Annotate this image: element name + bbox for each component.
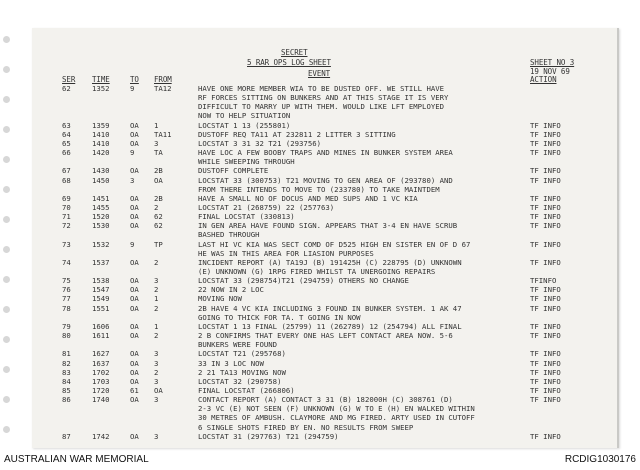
cell-event: 6 SINGLE SHOTS FIRED BY EN. NO RESULTS FROM SWEEP: [198, 422, 414, 432]
log-row: [32, 360, 617, 368]
cell-action: TF INFO: [530, 367, 561, 377]
cell-ser: 72: [62, 221, 71, 231]
cell-time: 1450: [92, 175, 110, 185]
punch-hole: [3, 36, 10, 43]
punch-hole: [3, 186, 10, 193]
cell-event: INCIDENT REPORT (A) TA19J (B) 191425H (C) 228795 (D) UNKNOWN: [198, 257, 462, 267]
cell-action: TF INFO: [530, 294, 561, 304]
cell-from: 2: [154, 285, 159, 295]
cell-to: 61: [130, 385, 139, 395]
punch-hole: [3, 66, 10, 73]
cell-ser: 76: [62, 285, 71, 295]
cell-event: 22 NOW IN 2 LOC: [198, 285, 264, 295]
cell-ser: 82: [62, 358, 71, 368]
cell-action: TF INFO: [530, 431, 561, 441]
cell-to: OA: [130, 120, 139, 130]
cell-event: GOING TO THICK FOR TA. T GOING IN NOW: [198, 312, 361, 322]
cell-to: OA: [130, 349, 139, 359]
log-row: [32, 112, 617, 120]
cell-action: TFINFO: [530, 276, 557, 286]
cell-action: TF INFO: [530, 395, 561, 405]
cell-time: 1549: [92, 294, 110, 304]
log-row: [32, 250, 617, 258]
cell-from: 2B: [154, 166, 163, 176]
cell-time: 1455: [92, 202, 110, 212]
cell-time: 1547: [92, 285, 110, 295]
cell-event: 2B HAVE 4 VC KIA INCLUDING 3 FOUND IN BUNKER SYSTEM. 1 AK 47: [198, 303, 462, 313]
cell-ser: 83: [62, 367, 71, 377]
log-row: [32, 204, 617, 212]
log-row: [32, 268, 617, 276]
cell-to: OA: [130, 202, 139, 212]
cell-event: LOCSTAT 33 (300753) T21 MOVING TO GEN AREA OF (293780) AND: [198, 175, 453, 185]
cell-to: OA: [130, 285, 139, 295]
punch-hole: [3, 96, 10, 103]
cell-to: OA: [130, 138, 139, 148]
log-row: [32, 314, 617, 322]
cell-from: 1: [154, 294, 159, 304]
cell-to: 9: [130, 148, 135, 158]
archive-reference: RCDIG1030176: [564, 454, 636, 465]
punch-hole: [3, 396, 10, 403]
cell-to: OA: [130, 431, 139, 441]
cell-ser: 68: [62, 175, 71, 185]
cell-event: LOCSTAT 32 (290758): [198, 376, 282, 386]
cell-time: 1359: [92, 120, 110, 130]
col-event: EVENT: [308, 69, 331, 78]
log-sheet: [32, 28, 619, 448]
punch-hole: [3, 366, 10, 373]
col-ser: SER: [62, 75, 76, 84]
punch-hole: [3, 126, 10, 133]
sheet-title: 5 RAR OPS LOG SHEET: [247, 58, 331, 67]
punch-hole: [3, 216, 10, 223]
cell-event: 30 METRES OF AMBUSH. CLAYMORE AND MG FIRED. ARTY USED IN CUTOFF: [198, 413, 475, 423]
cell-action: TF INFO: [530, 138, 561, 148]
log-row: [32, 94, 617, 102]
cell-action: TF INFO: [530, 331, 561, 341]
cell-ser: 86: [62, 395, 71, 405]
cell-action: TF INFO: [530, 349, 561, 359]
cell-event: HE WAS IN THIS AREA FOR LIASION PURPOSES: [198, 248, 374, 258]
cell-to: OA: [130, 395, 139, 405]
cell-event: LOCSTAT 1 13 FINAL (25799) 11 (262789) 12 (254794) ALL FINAL: [198, 321, 462, 331]
cell-time: 1520: [92, 212, 110, 222]
cell-from: 3: [154, 349, 159, 359]
cell-from: 2: [154, 367, 159, 377]
cell-to: 9: [130, 239, 135, 249]
cell-ser: 84: [62, 376, 71, 386]
log-row: [32, 103, 617, 111]
cell-time: 1742: [92, 431, 110, 441]
cell-event: MOVING NOW: [198, 294, 242, 304]
cell-time: 1410: [92, 129, 110, 139]
cell-time: 1611: [92, 331, 110, 341]
archive-footer: [0, 452, 640, 470]
cell-event: WHILE SWEEPING THROUGH: [198, 157, 295, 167]
log-row: [32, 213, 617, 221]
cell-event: LAST HI VC KIA WAS SECT COMD OF D525 HIGH EN SISTER EN OF D 67: [198, 239, 471, 249]
cell-from: 3: [154, 376, 159, 386]
log-row: [32, 341, 617, 349]
cell-action: TF INFO: [530, 376, 561, 386]
cell-from: 1: [154, 321, 159, 331]
cell-ser: 75: [62, 276, 71, 286]
cell-ser: 62: [62, 84, 71, 93]
log-row: [32, 186, 617, 194]
cell-event: FINAL LOCSTAT (330813): [198, 212, 295, 222]
cell-to: OA: [130, 321, 139, 331]
cell-ser: 79: [62, 321, 71, 331]
cell-time: 1538: [92, 276, 110, 286]
cell-time: 1637: [92, 358, 110, 368]
cell-ser: 77: [62, 294, 71, 304]
log-row: [32, 378, 617, 386]
cell-ser: 73: [62, 239, 71, 249]
cell-event: IN GEN AREA HAVE FOUND SIGN. APPEARS THAT 3-4 EN HAVE SCRUB: [198, 221, 458, 231]
col-time: TIME: [92, 75, 110, 84]
log-row: [32, 177, 617, 185]
log-row: [32, 387, 617, 395]
cell-to: OA: [130, 221, 139, 231]
cell-from: OA: [154, 175, 163, 185]
log-row: [32, 149, 617, 157]
log-row: [32, 122, 617, 130]
cell-action: TF INFO: [530, 193, 561, 203]
cell-from: TA11: [154, 129, 172, 139]
cell-event: 2 21 TA13 MOVING NOW: [198, 367, 286, 377]
cell-to: OA: [130, 166, 139, 176]
cell-to: OA: [130, 376, 139, 386]
cell-event: (E) UNKNOWN (G) 1RPG FIRED WHILST TA UNERGOING REPAIRS: [198, 267, 436, 276]
cell-event: 2-3 VC (E) NOT SEEN (F) UNKNOWN (G) W TO E (H) EN WALKED WITHIN: [198, 404, 475, 414]
cell-to: 9: [130, 84, 135, 93]
cell-ser: 74: [62, 257, 71, 267]
cell-event: 33 IN 3 LOC NOW: [198, 358, 264, 368]
cell-action: TF INFO: [530, 321, 561, 331]
cell-ser: 71: [62, 212, 71, 222]
cell-event: CONTACT REPORT (A) CONTACT 3 31 (B) 182000H (C) 308761 (D): [198, 395, 453, 405]
cell-from: TP: [154, 239, 163, 249]
log-row: [32, 323, 617, 331]
log-row: [32, 286, 617, 294]
cell-event: RF FORCES SITTING ON BUNKERS AND AT THIS STAGE IT IS VERY: [198, 93, 449, 103]
cell-event: DUSTOFF REQ TA11 AT 232811 2 LITTER 3 SITTING: [198, 129, 396, 139]
punch-holes: [0, 0, 14, 470]
log-row: [32, 277, 617, 285]
cell-from: TA: [154, 148, 163, 158]
log-row: [32, 167, 617, 175]
log-entries: [32, 28, 617, 448]
cell-ser: 63: [62, 120, 71, 130]
cell-ser: 65: [62, 138, 71, 148]
cell-event: LOCSTAT 3 31 32 T21 (293756): [198, 138, 322, 148]
sheet-date: 19 NOV 69: [530, 67, 570, 76]
cell-to: OA: [130, 303, 139, 313]
cell-time: 1430: [92, 166, 110, 176]
cell-ser: 78: [62, 303, 71, 313]
cell-action: TF INFO: [530, 212, 561, 222]
log-row: [32, 241, 617, 249]
cell-from: 2: [154, 303, 159, 313]
log-row: [32, 131, 617, 139]
cell-ser: 70: [62, 202, 71, 212]
cell-to: OA: [130, 294, 139, 304]
cell-ser: 64: [62, 129, 71, 139]
cell-to: 3: [130, 175, 135, 185]
punch-hole: [3, 276, 10, 283]
cell-event: LOCSTAT 33 (298754)T21 (294759) OTHERS NO CHANGE: [198, 276, 409, 286]
cell-event: LOCSTAT T21 (295768): [198, 349, 286, 359]
log-row: [32, 195, 617, 203]
cell-time: 1740: [92, 395, 110, 405]
log-row: [32, 222, 617, 230]
cell-action: TF INFO: [530, 166, 561, 176]
cell-event: FINAL LOCSTAT (266806): [198, 385, 295, 395]
cell-action: TF INFO: [530, 148, 561, 158]
archive-name: AUSTRALIAN WAR MEMORIAL: [4, 454, 149, 465]
cell-action: TF INFO: [530, 221, 561, 231]
cell-from: 2: [154, 202, 159, 212]
col-from: FROM: [154, 75, 172, 84]
cell-from: 3: [154, 395, 159, 405]
cell-time: 1420: [92, 148, 110, 158]
col-to: TO: [130, 75, 139, 84]
cell-event: NOW TO HELP SITUATION: [198, 111, 291, 121]
log-row: [32, 332, 617, 340]
cell-event: LOCSTAT 31 (297763) T21 (294759): [198, 431, 339, 441]
punch-hole: [3, 336, 10, 343]
cell-action: TF INFO: [530, 303, 561, 313]
cell-to: OA: [130, 331, 139, 341]
cell-event: BUNKERS WERE FOUND: [198, 340, 278, 350]
cell-event: DIFFICULT TO MARRY UP WITH THEM. WOULD LIKE LFT EMPLOYED: [198, 102, 445, 112]
cell-event: DUSTOFF COMPLETE: [198, 166, 269, 176]
cell-action: TF INFO: [530, 385, 561, 395]
cell-action: TF INFO: [530, 257, 561, 267]
cell-action: TF INFO: [530, 120, 561, 130]
cell-from: OA: [154, 385, 163, 395]
cell-to: OA: [130, 129, 139, 139]
log-row: [32, 259, 617, 267]
cell-action: TF INFO: [530, 285, 561, 295]
cell-event: FROM THERE INTENDS TO MOVE TO (233780) TO TAKE MAINTDEM: [198, 184, 440, 194]
cell-time: 1532: [92, 239, 110, 249]
cell-from: TA12: [154, 84, 172, 93]
cell-to: OA: [130, 212, 139, 222]
cell-event: HAVE A SMALL NO OF DOCUS AND MED SUPS AND 1 VC KIA: [198, 193, 418, 203]
cell-time: 1606: [92, 321, 110, 331]
cell-action: TF INFO: [530, 129, 561, 139]
cell-ser: 66: [62, 148, 71, 158]
log-row: [32, 140, 617, 148]
cell-ser: 87: [62, 431, 71, 441]
log-row: [32, 305, 617, 313]
cell-from: 2: [154, 257, 159, 267]
cell-time: 1702: [92, 367, 110, 377]
cell-ser: 81: [62, 349, 71, 359]
cell-from: 3: [154, 431, 159, 441]
cell-ser: 69: [62, 193, 71, 203]
punch-hole: [3, 246, 10, 253]
cell-time: 1410: [92, 138, 110, 148]
log-row: [32, 424, 617, 432]
cell-from: 2B: [154, 193, 163, 203]
cell-action: TF INFO: [530, 202, 561, 212]
cell-from: 3: [154, 358, 159, 368]
sheet-number: SHEET NO 3: [530, 58, 575, 67]
log-row: [32, 350, 617, 358]
punch-hole: [3, 426, 10, 433]
cell-to: OA: [130, 257, 139, 267]
cell-from: 3: [154, 138, 159, 148]
log-row: [32, 405, 617, 413]
log-row: [32, 231, 617, 239]
log-row: [32, 433, 617, 441]
log-row: [32, 295, 617, 303]
cell-to: OA: [130, 358, 139, 368]
cell-event: HAVE ONE MORE MEMBER WIA TO BE DUSTED OFF. WE STILL HAVE: [198, 84, 445, 93]
cell-event: HAVE LOC A FEW BOOBY TRAPS AND MINES IN BUNKER SYSTEM AREA: [198, 148, 453, 158]
cell-ser: 85: [62, 385, 71, 395]
cell-time: 1451: [92, 193, 110, 203]
cell-time: 1703: [92, 376, 110, 386]
cell-event: BASHED THROUGH: [198, 230, 260, 240]
cell-time: 1530: [92, 221, 110, 231]
cell-ser: 80: [62, 331, 71, 341]
cell-from: 62: [154, 212, 163, 222]
cell-ser: 67: [62, 166, 71, 176]
cell-event: LOCSTAT 1 13 (255801): [198, 120, 291, 130]
cell-to: OA: [130, 367, 139, 377]
log-row: [32, 158, 617, 166]
punch-hole: [3, 156, 10, 163]
log-row: [32, 414, 617, 422]
cell-action: TF INFO: [530, 175, 561, 185]
cell-action: TF INFO: [530, 358, 561, 368]
punch-hole: [3, 306, 10, 313]
cell-time: 1537: [92, 257, 110, 267]
cell-from: 3: [154, 276, 159, 286]
cell-event: 2 B CONFIRMS THAT EVERY ONE HAS LEFT CONTACT AREA NOW. 5-6: [198, 331, 453, 341]
cell-from: 2: [154, 331, 159, 341]
cell-time: 1627: [92, 349, 110, 359]
cell-action: TF INFO: [530, 239, 561, 249]
classification: SECRET: [281, 48, 308, 57]
cell-from: 1: [154, 120, 159, 130]
col-action: ACTION: [530, 75, 557, 84]
cell-from: 62: [154, 221, 163, 231]
cell-time: 1720: [92, 385, 110, 395]
cell-event: LOCSTAT 21 (268759) 22 (257763): [198, 202, 335, 212]
log-row: [32, 85, 617, 93]
cell-to: OA: [130, 193, 139, 203]
log-row: [32, 396, 617, 404]
cell-to: OA: [130, 276, 139, 286]
cell-time: 1352: [92, 84, 110, 93]
log-row: [32, 369, 617, 377]
cell-time: 1551: [92, 303, 110, 313]
